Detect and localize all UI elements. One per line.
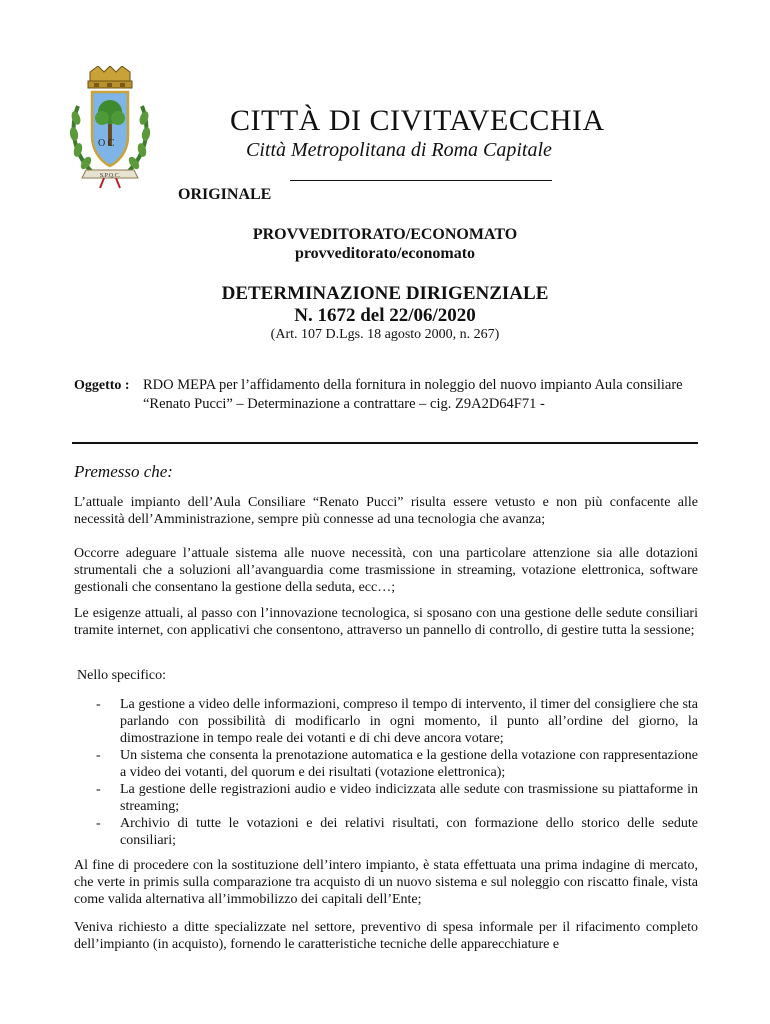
subject-text: RDO MEPA per l’affidamento della fornitura in noleggio del nuovo impianto Aula consiliare “Renato Pucci” – Determinazione a contrattare – cig. Z9A2D64F71 - (143, 377, 683, 412)
svg-text:S.P.Q.C.: S.P.Q.C. (99, 173, 121, 179)
requirements-list (96, 696, 698, 849)
list-item: - La gestione a video delle informazioni, compreso il tempo di intervento, il timer del consigliere che sta parlando con possibilità di modificarlo in ogni momento, il punto all’ordine del giorno, la dimostrazione in tempo reale dei votanti e di chi deve ancora votare; (96, 697, 698, 746)
paragraph-5: Veniva richiesto a ditte specializzate nel settore, preventivo di spesa informale per il rifacimento completo dell’impianto (in acquisto), fornendo le caratteristiche tecniche delle apparecchiature e (74, 920, 698, 952)
city-subtitle: Città Metropolitana di Roma Capitale (246, 139, 552, 161)
paragraph-3: Le esigenze attuali, al passo con l’innovazione tecnologica, si sposano con una gestione delle sedute consiliari tramite internet, con applicativi che consentono, attraverso un pannello di controllo, di gestire tutta la sessione; (74, 606, 698, 638)
crown-icon (88, 66, 132, 88)
office-name: PROVVEDITORATO/ECONOMATO (252, 226, 518, 243)
svg-text:O C: O C (98, 138, 115, 149)
section-divider (72, 442, 698, 444)
determination-title: DETERMINAZIONE DIRIGENZIALE (221, 283, 549, 304)
paragraph-4: Al fine di procedere con la sostituzione dell’intero impianto, è stata effettuata una prima indagine di mercato, che verte in primis sulla comparazione tra acquisto di un nuovo sistema e sul noleggio con riscatto finale, vista come valida alternativa all’immobilizzo dei capitali dell’Ente; (74, 858, 698, 907)
premesso-heading: Premesso che: (74, 462, 173, 481)
list-item: - La gestione delle registrazioni audio e video indicizzata alle sedute con trasmissione su piattaforme in streaming; (96, 782, 698, 814)
city-title: CITTÀ DI CIVITAVECCHIA (230, 104, 605, 137)
document-status: ORIGINALE (178, 186, 272, 203)
list-item: - Un sistema che consenta la prenotazione automatica e la gestione della votazione con rappresentazione a video dei votanti, del quorum e dei risultati (votazione elettronica); (96, 748, 698, 780)
list-item: - Archivio di tutte le votazioni e dei relativi risultati, con formazione dello storico delle sedute consiliari; (96, 816, 698, 848)
city-crest-logo (68, 66, 152, 190)
header-divider (290, 180, 552, 181)
determination-number: N. 1672 del 22/06/2020 (294, 305, 476, 326)
nello-specifico: Nello specifico: (77, 668, 167, 683)
paragraph-1: L’attuale impianto dell’Aula Consiliare “Renato Pucci” risulta essere vetusto e non più confacente alle necessità dell’Amministrazione, sempre più connesse ad una tecnologia che avanza; (74, 495, 698, 527)
paragraph-2: Occorre adeguare l’attuale sistema alle nuove necessità, con una particolare attenzione sia alle dotazioni strumentali che a soluzioni all’avanguardia come trasmissione in streaming, votazione elettronica, software gestionali che consentano la gestione della seduta, ecc…; (74, 546, 698, 595)
subject-label: Oggetto : (74, 378, 130, 393)
office-subname: provveditorato/economato (294, 245, 476, 262)
legal-reference: (Art. 107 D.Lgs. 18 agosto 2000, n. 267) (270, 327, 500, 342)
